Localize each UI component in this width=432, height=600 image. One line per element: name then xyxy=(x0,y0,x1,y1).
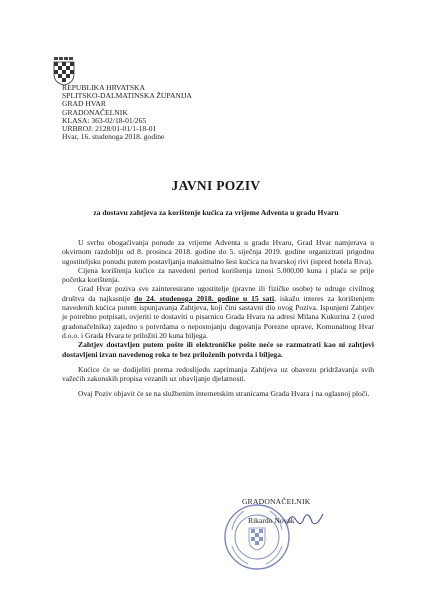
document-title: JAVNI POZIV xyxy=(171,178,261,193)
header-line: URBROJ: 2128/01-01/1-18-01 xyxy=(62,124,157,134)
header-line: GRAD HVAR xyxy=(62,99,106,109)
paragraph: Ovaj Poziv objavit će se na službenim internetskim stranicama Grada Hvara i na oglasnoj ploči. xyxy=(78,389,370,399)
signatory-name: Rikardo Novak xyxy=(248,516,295,525)
document-subtitle: za dostavu zahtjeva za korištenje kućica za vrijeme Adventa u gradu Hvaru xyxy=(93,208,339,217)
paragraph: U svrhu obogaćivanja ponude za vrijeme Adventa u gradu Hvaru, Grad Hvar namjerava u okvirnom razdoblju od 8. prosinca 2018. godine do 5. siječnja 2019. godine organizirati prigodnu ugostiteljsku ponudu putem postavljanja maksimalno šest kućica na hvarskoj rivi (ispred hotela Riva). xyxy=(62,238,374,266)
header-line: Hvar, 16. studenoga 2018. godine xyxy=(62,132,165,142)
signature-title: GRADONAČELNIK xyxy=(242,497,311,506)
official-stamp-icon xyxy=(222,502,292,572)
header-line: SPLITSKO-DALMATINSKA ŽUPANIJA xyxy=(62,91,192,101)
header-line: GRADONAČELNIK xyxy=(62,107,128,117)
header-line: REPUBLIKA HRVATSKA xyxy=(62,83,146,92)
paragraph: Kućice će se dodijeliti prema redoslijedu zaprimanja Zahtjeva uz obavezu pridržavanja svih važećih zakonskih propisa vezanih uz obavljanje djelatnosti. xyxy=(62,364,374,384)
document-body xyxy=(62,238,374,399)
handwritten-signature-icon xyxy=(285,508,325,530)
deadline-text: do 24. studenoga 2018. godine u 15 sati xyxy=(134,293,275,303)
paragraph-text: , iskažu interes za korištenjem navedenih kućica putem ispunjavanja Zahtjeva, koji čini sastavni dio ovog Poziva. Ispunjeni Zahtjev je potrebno potpisati, ovjeriti te dostaviti u pisarnicu Grada Hvara na adresi Milana Kukurina 2 (ured gradonačelnika) zajedno s potvrdama o nepostojanju dugovanja Porezne uprave, Komunalnog Hvar d.o.o. i Grada Hvara te priložiti 20 kuna biljega. xyxy=(62,293,374,340)
paragraph xyxy=(62,284,374,340)
header-line: KLASA: 363-02/18-01/265 xyxy=(62,115,147,125)
coat-of-arms-icon xyxy=(53,57,75,85)
paragraph-text: Grad Hvar poziva sve zainteresirane ugostitelje (pravne ili fizičke osobe) te udruge civilnog društva da najkasnije xyxy=(62,284,374,303)
document-header xyxy=(62,84,192,141)
paragraph: Cijena korištenja kućice za navedeni period korištenja iznosi 5.000,00 kuna i plaća se prije početka korištenja. xyxy=(62,265,374,285)
bold-notice: Zahtjev dostavljen putem pošte ili elektroničke pošte neće se razmatrati kao ni zahtjevi dostavljeni izvan navedenog roka te bez priloženih potvrda i biljega. xyxy=(62,340,374,359)
